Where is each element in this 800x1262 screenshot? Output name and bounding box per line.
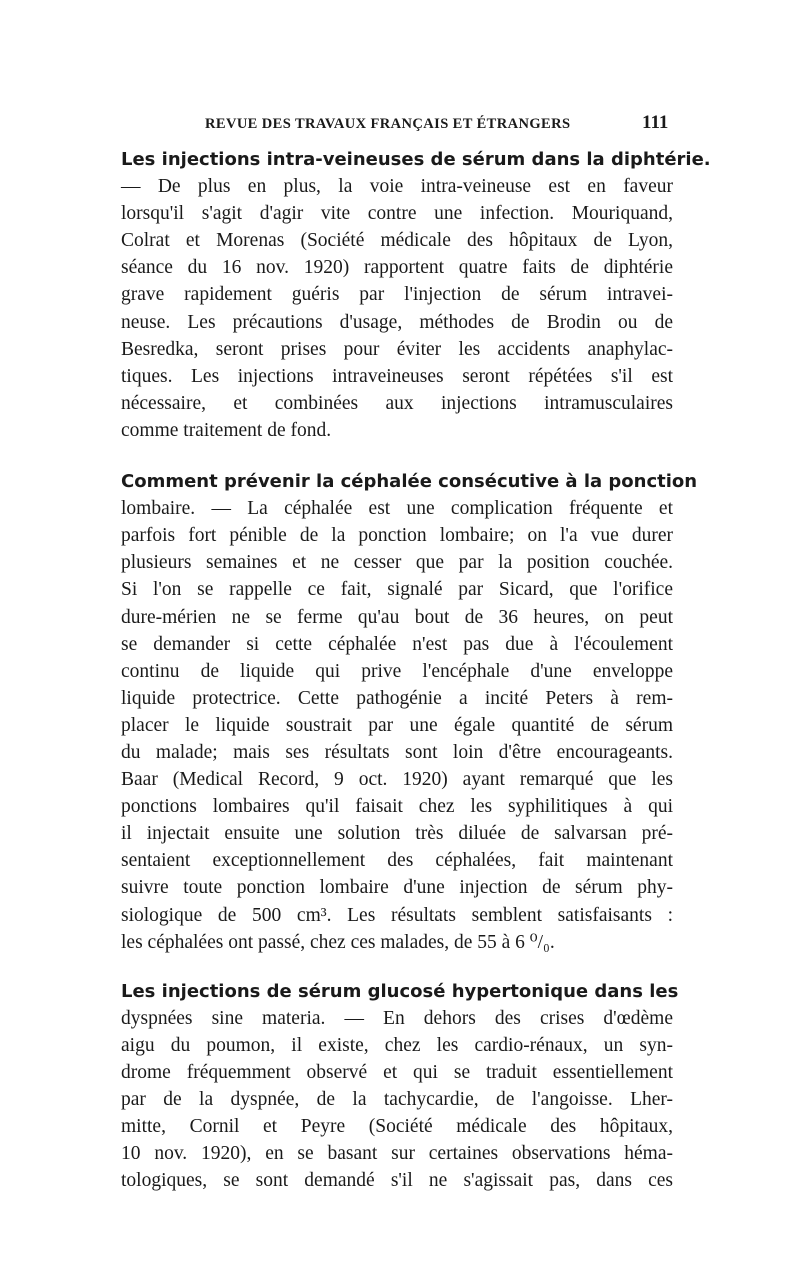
- paragraph-line: tiques. Les injections intraveineuses seront répétées s'il est: [121, 365, 673, 387]
- paragraph-line: neuse. Les précautions d'usage, méthodes de Brodin ou de: [121, 311, 673, 333]
- paragraph-line: placer le liquide soustrait par une égale quantité de sérum: [121, 714, 673, 736]
- paragraph-line: 10 nov. 1920), en se basant sur certaines observations héma-: [121, 1143, 673, 1165]
- paragraph-line: mitte, Cornil et Peyre (Société médicale des hôpitaux,: [121, 1116, 673, 1138]
- section-serum-glucose: [121, 978, 679, 1195]
- paragraph-line: nécessaire, et combinées aux injections intramusculaires: [121, 392, 673, 414]
- paragraph-line: séance du 16 nov. 1920) rapportent quatre faits de diphtérie: [121, 257, 673, 279]
- paragraph-line: liquide protectrice. Cette pathogénie a incité Peters à rem-: [121, 687, 673, 709]
- paragraph-line: Besredka, seront prises pour éviter les accidents anaphylac-: [121, 338, 673, 360]
- paragraph-line: par de la dyspnée, de la tachycardie, de l'angoisse. Lher-: [121, 1089, 673, 1111]
- paragraph-line: aigu du poumon, il existe, chez les cardio-rénaux, un syn-: [121, 1034, 673, 1056]
- paragraph-line: ponctions lombaires qu'il faisait chez les syphilitiques à qui: [121, 796, 673, 818]
- paragraph-line: lorsqu'il s'agit d'agir vite contre une infection. Mouriquand,: [121, 203, 673, 225]
- paragraph-line: tologiques, se sont demandé s'il ne s'agissait pas, dans ces: [121, 1170, 673, 1192]
- paragraph-line: grave rapidement guéris par l'injection de sérum intravei-: [121, 284, 673, 306]
- section-diphtheria: [121, 146, 711, 444]
- section-spacer: [121, 956, 673, 978]
- paragraph-line: parfois fort pénible de la ponction lombaire; on l'a vue durer: [121, 525, 673, 547]
- section-heading-line: Les injections intra-veineuses de sérum dans la diphtérie.: [121, 149, 711, 170]
- paragraph-line: continu de liquide qui prive l'encéphale d'une enveloppe: [121, 660, 673, 682]
- paragraph-line: lombaire. — La céphalée est une complication fréquente et: [121, 498, 673, 520]
- paragraph-line: — De plus en plus, la voie intra-veineuse est en faveur: [121, 176, 673, 198]
- paragraph-line: plusieurs semaines et ne cesser que par la position couchée.: [121, 552, 673, 574]
- section-spacer: [121, 444, 673, 468]
- paragraph-line: Si l'on se rappelle ce fait, signalé par Sicard, que l'orifice: [121, 579, 673, 601]
- paragraph-line: se demander si cette céphalée n'est pas due à l'écoulement: [121, 633, 673, 655]
- paragraph-line: Baar (Medical Record, 9 oct. 1920) ayant remarqué que les: [121, 769, 673, 791]
- paragraph-line: les céphalées ont passé, chez ces malades, de 55 à 6 ⁰/₀.: [121, 931, 555, 953]
- paragraph-line: du malade; mais ses résultats sont loin d'être encourageants.: [121, 741, 673, 763]
- page-number: 111: [642, 112, 669, 133]
- section-heading-line: Comment prévenir la céphalée consécutive à la ponction: [121, 471, 698, 493]
- body-text: [121, 146, 711, 1194]
- paragraph-line: Colrat et Morenas (Société médicale des hôpitaux de Lyon,: [121, 230, 673, 252]
- paragraph-line: il injectait ensuite une solution très diluée de salvarsan pré-: [121, 823, 673, 845]
- paragraph-line: drome fréquemment observé et qui se traduit essentiellement: [121, 1062, 673, 1083]
- paragraph-line: suivre toute ponction lombaire d'une injection de sérum phy-: [121, 877, 673, 899]
- paragraph-line: siologique de 500 cm³. Les résultats semblent satisfaisants :: [121, 904, 673, 926]
- paragraph-line: comme traitement de fond.: [121, 419, 332, 441]
- section-heading-line: Les injections de sérum glucosé hypertonique dans les: [121, 980, 679, 1002]
- paragraph-line: dure-mérien ne se ferme qu'au bout de 36 heures, on peut: [121, 606, 673, 628]
- running-title: REVUE DES TRAVAUX FRANÇAIS ET ÉTRANGERS: [205, 116, 571, 132]
- section-cephalee: [121, 468, 698, 956]
- paragraph-line: dyspnées sine materia. — En dehors des crises d'œdème: [121, 1007, 673, 1029]
- paragraph-line: sentaient exceptionnellement des céphalées, fait maintenant: [121, 850, 673, 872]
